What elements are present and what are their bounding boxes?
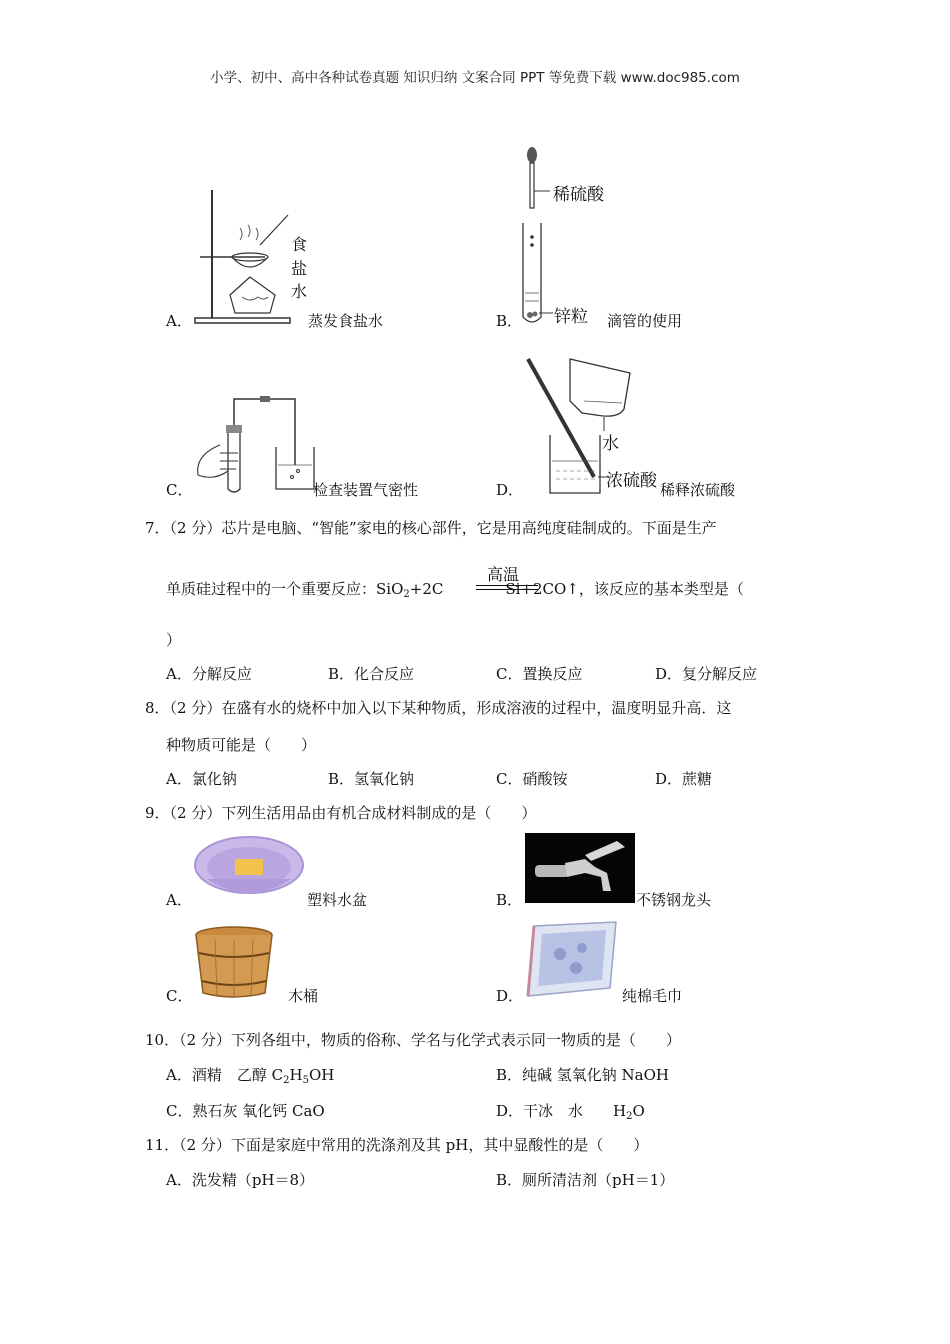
q8-choice-a: A．氯化钠	[166, 770, 237, 788]
fig-b-zinc-label: 锌粒	[554, 307, 588, 327]
fig-a-label-2: 盐	[291, 259, 308, 278]
fig-d-acid-label: 浓硫酸	[606, 471, 657, 491]
q6-option-d-letter: D．	[496, 481, 524, 499]
q6-option-a-caption: 蒸发食盐水	[308, 312, 384, 330]
q9-option-c-letter: C．	[166, 987, 193, 1005]
q7-stem-prefix: 单质硅过程中的一个重要反应：SiO	[166, 580, 404, 598]
q7-stem-line2	[166, 578, 744, 600]
q10-choice-a	[166, 1064, 334, 1086]
q6-option-a-letter: A．	[166, 312, 192, 330]
q7-products: Si+2CO↑，该反应的基本类型是（	[505, 580, 744, 598]
q10-a-sub1: 2	[283, 1075, 290, 1086]
wooden-bucket-image	[193, 925, 275, 1000]
q10-choice-b: B．纯碱 氢氧化钠 NaOH	[496, 1066, 670, 1084]
page-header: 小学、初中、高中各种试卷真题 知识归纳 文案合同 PPT 等免费下载 www.doc985.com	[210, 70, 740, 86]
q7-equation-bar-bottom	[476, 589, 538, 590]
fig-d-water-label: 水	[602, 434, 619, 454]
q9-option-a-letter: A．	[166, 891, 192, 909]
q7-choice-a: A．分解反应	[166, 665, 252, 683]
q9-option-d-caption: 纯棉毛巾	[622, 987, 683, 1005]
q8-stem-line2: 种物质可能是（ ）	[166, 736, 317, 754]
q7-choice-b: B．化合反应	[328, 665, 415, 683]
evaporation-apparatus-figure	[190, 185, 300, 325]
plastic-basin-image	[193, 833, 305, 905]
q9-option-c-caption: 木桶	[288, 987, 319, 1005]
q11-stem: 11．（2 分）下面是家庭中常用的洗涤剂及其 pH，其中显酸性的是（ ）	[145, 1136, 649, 1154]
fig-a-label-3: 水	[291, 282, 308, 301]
q8-stem-line1: 8．（2 分）在盛有水的烧杯中加入以下某种物质，形成溶液的过程中，温度明显升高．这	[145, 699, 732, 717]
q10-d-sub1: 2	[626, 1111, 633, 1122]
q7-choice-c: C．置换反应	[496, 665, 583, 683]
q9-stem: 9．（2 分）下列生活用品由有机合成材料制成的是（ ）	[145, 804, 537, 822]
airtightness-check-figure	[190, 393, 315, 493]
q10-d-text2: O	[632, 1102, 645, 1120]
q8-choice-b: B．氢氧化钠	[328, 770, 415, 788]
fig-b-acid-label: 稀硫酸	[553, 185, 604, 205]
q10-a-text2: H	[289, 1066, 303, 1084]
q7-stem-line1: 7．（2 分）芯片是电脑、“智能”家电的核心部件，它是用高纯度硅制成的。下面是生产	[145, 519, 717, 537]
q6-option-b-caption: 滴管的使用	[607, 312, 683, 330]
steel-faucet-image	[525, 833, 635, 903]
q6-option-d-caption: 稀释浓硫酸	[660, 481, 736, 499]
q10-a-text: A．酒精 乙醇 C	[166, 1066, 284, 1084]
q11-choice-a: A．洗发精（pH＝8）	[166, 1171, 315, 1189]
fig-a-label-1: 食	[291, 235, 308, 254]
q10-d-text: D．干冰 水 H	[496, 1102, 627, 1120]
q9-option-d-letter: D．	[496, 987, 524, 1005]
q11-choice-b: B．厕所清洁剂（pH＝1）	[496, 1171, 675, 1189]
q10-choice-c: C．熟石灰 氧化钙 CaO	[166, 1102, 325, 1120]
q10-stem: 10．（2 分）下列各组中，物质的俗称、学名与化学式表示同一物质的是（ ）	[145, 1031, 681, 1049]
q9-option-b-caption: 不锈钢龙头	[636, 891, 712, 909]
q7-choice-d: D．复分解反应	[655, 665, 758, 683]
q7-stem-line3: ）	[166, 631, 182, 649]
q8-choice-c: C．硝酸铵	[496, 770, 568, 788]
q7-equation-bar-top	[476, 585, 538, 586]
q10-choice-d	[496, 1100, 645, 1122]
q7-sio2-subscript: 2	[403, 589, 410, 600]
q9-option-a-caption: 塑料水盆	[307, 891, 368, 909]
q6-option-c-letter: C．	[166, 481, 193, 499]
q6-option-b-letter: B．	[496, 312, 523, 330]
q8-choice-d: D．蔗糖	[655, 770, 713, 788]
q7-reactant-tail: +2C	[409, 580, 444, 598]
q9-option-b-letter: B．	[496, 891, 523, 909]
q7-reaction-condition: 高温	[487, 565, 520, 584]
q10-a-sub2: 5	[302, 1075, 309, 1086]
cotton-towel-image	[520, 918, 620, 1000]
q6-option-c-caption: 检查装置气密性	[313, 481, 419, 499]
q10-a-text3: OH	[308, 1066, 335, 1084]
